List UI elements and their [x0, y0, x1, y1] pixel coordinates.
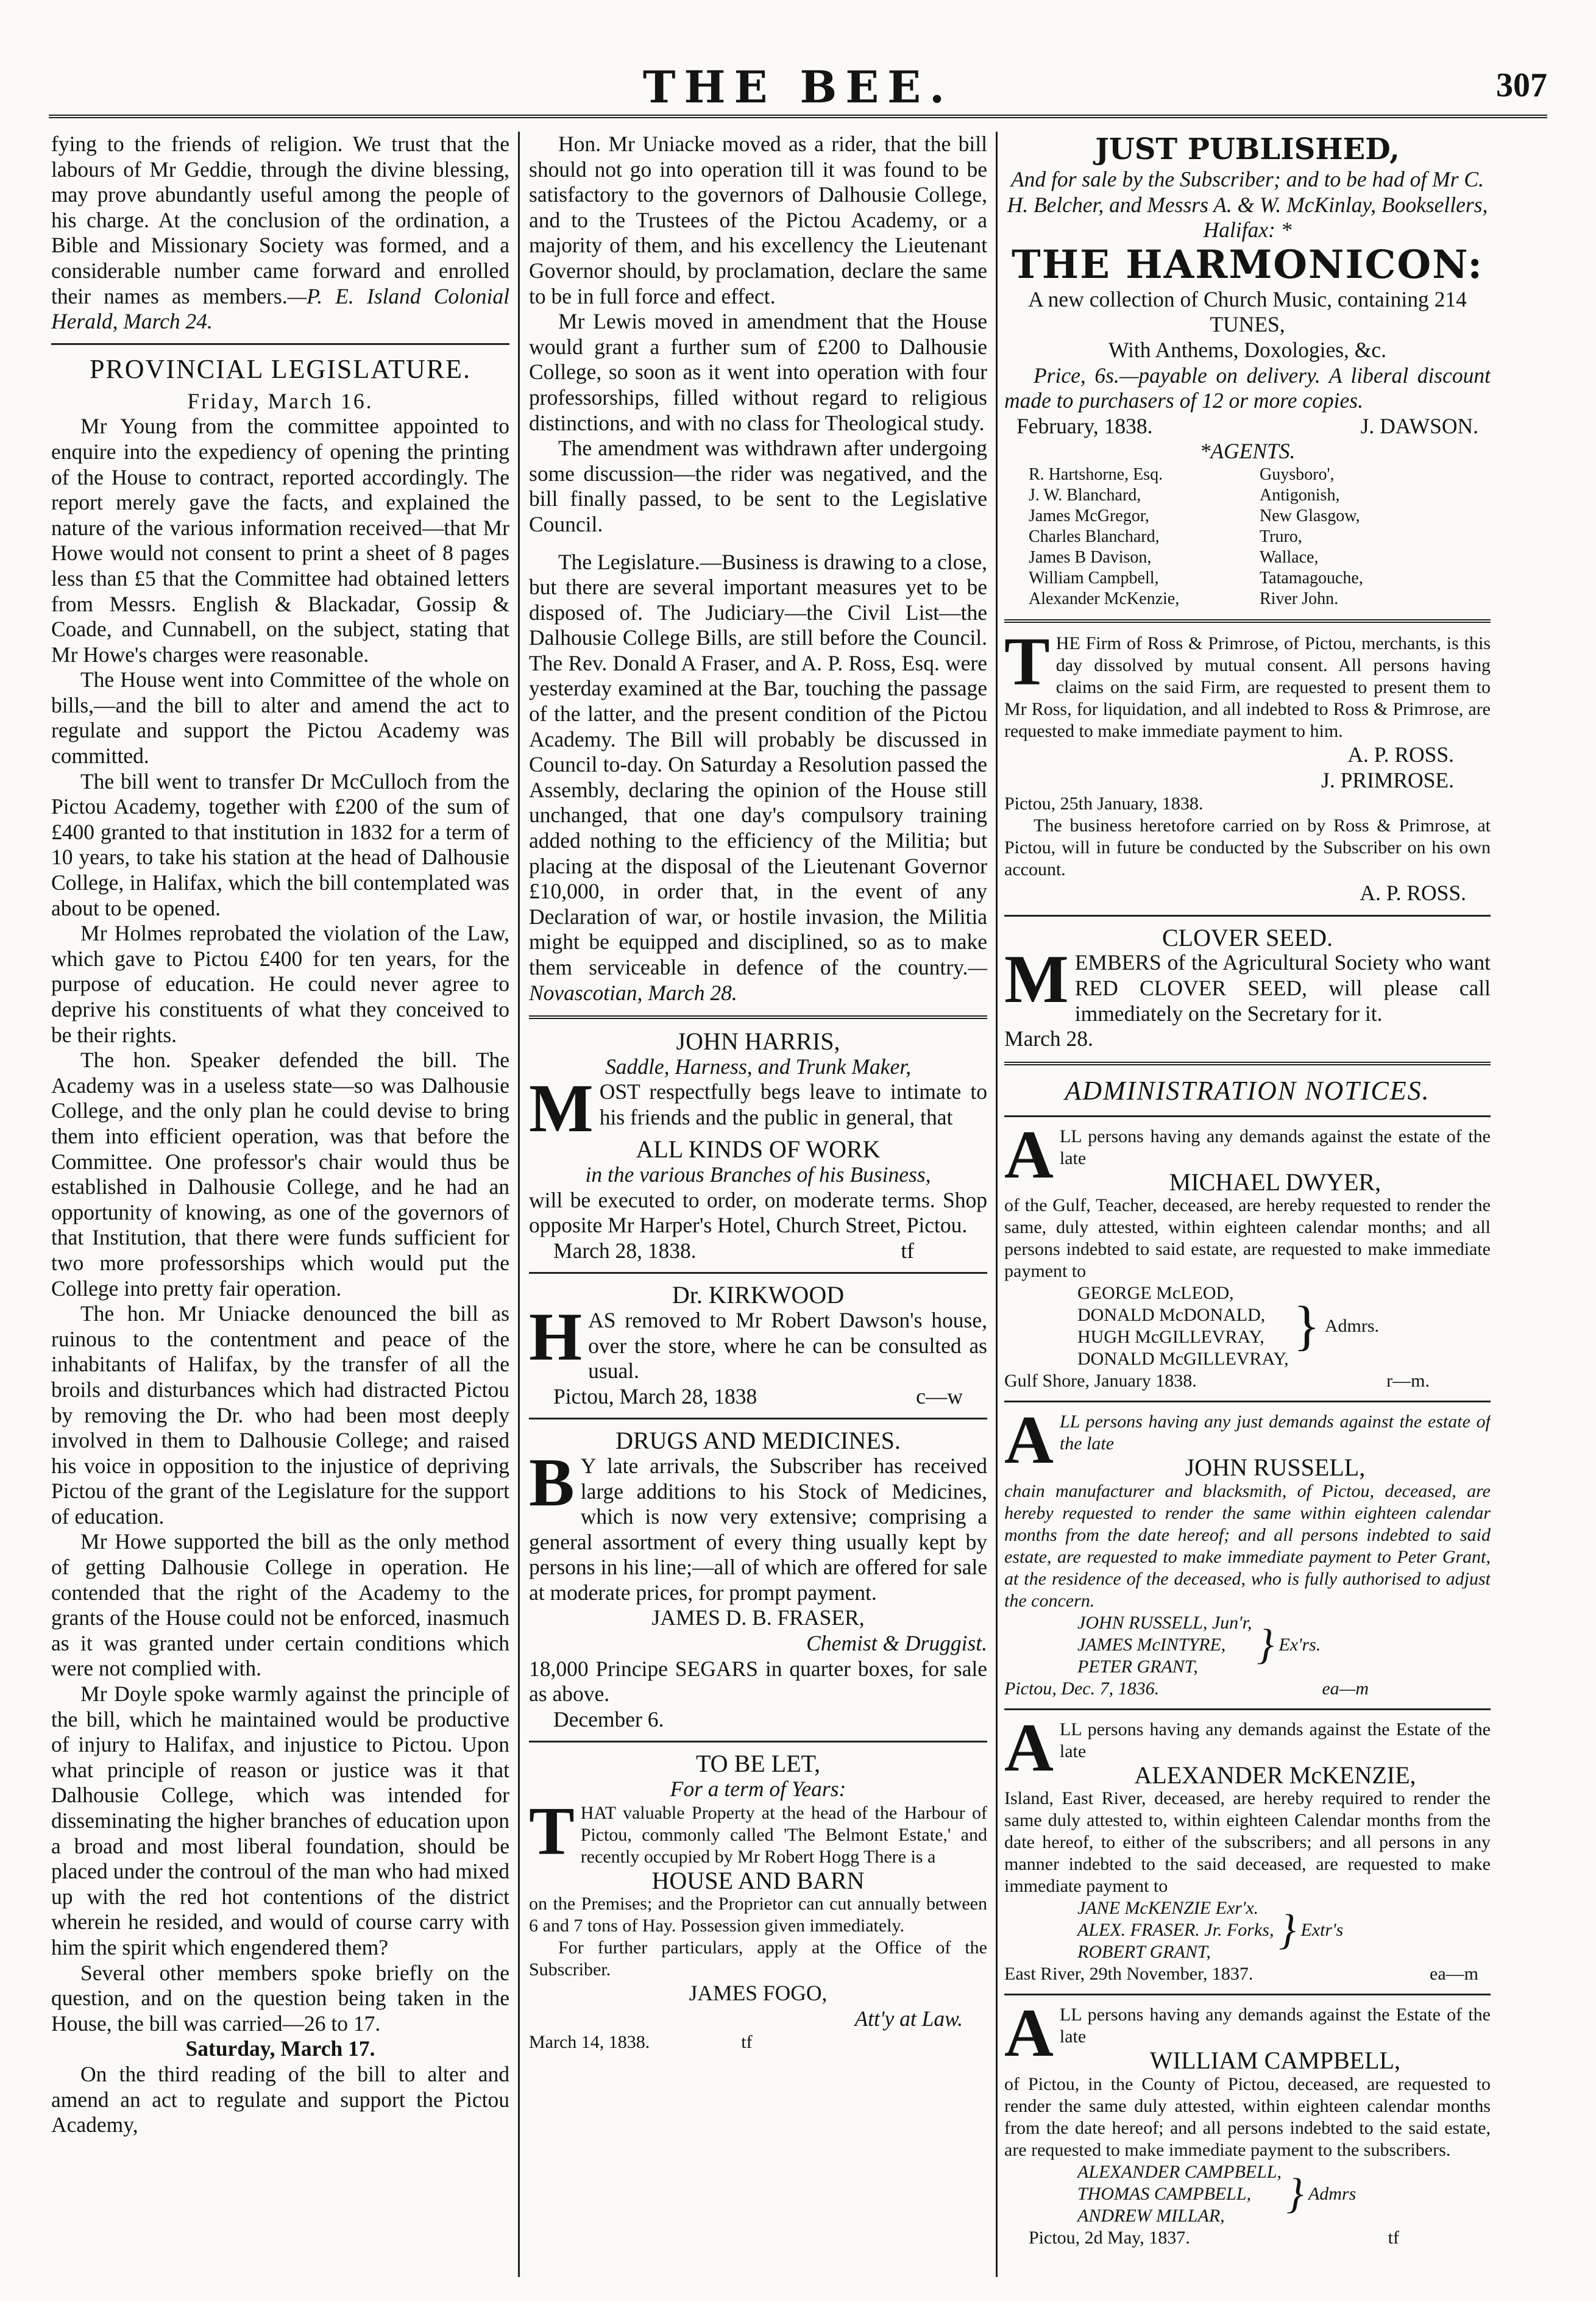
separator [51, 343, 509, 345]
ad-title: THE HARMONICON: [1011, 241, 1484, 288]
ad-text: A new collection of Church Music, containing 214 TUNES, [1028, 286, 1467, 337]
notice-text: The business heretofore carried on by Ross & Primrose, at Pictou, will in future be conducted by the Subscriber on his own account. [1004, 815, 1491, 880]
ad-date: December 6. [553, 1707, 664, 1732]
agents-list [1004, 464, 1491, 609]
executor-role: Extr's [1300, 1920, 1344, 1941]
ad-heading: DRUGS AND MEDICINES. [615, 1427, 901, 1455]
notice-text: Island, East River, deceased, are hereby required to render the same duly attested to, within eighteen Calendar months from the date hereof, to either of the subscribers; and all persons in any manner indebted to the said deceased, are requested to make immediate payment to [1004, 1788, 1491, 1897]
ad-to-be-let [529, 1751, 987, 2053]
notice-signature: J. PRIMROSE. [1321, 767, 1454, 792]
agent-name: James McGregor, [1029, 506, 1149, 525]
administrator-list: GEORGE McLEOD, DONALD McDONALD, HUGH McGILLEVRAY, DONALD McGILLEVRAY, } Admrs. [1077, 1283, 1380, 1369]
ad-date: February, 1838. J. DAWSON. [1016, 413, 1478, 438]
ad-date: Pictou, March 28, 1838 c—w [553, 1384, 963, 1409]
article-paragraph: On the third reading of the bill to alter and amend an act to regulate and support the Pictou Academy, [51, 2061, 509, 2137]
ad-text: For further particulars, apply at the Office of the Subscriber. [529, 1938, 987, 1980]
separator [1004, 1994, 1491, 1995]
article-paragraph: Several other members spoke briefly on the question, and on the question being taken in the House, the bill was carried—26 to 17. [51, 1960, 509, 2036]
masthead-rule [49, 115, 1547, 118]
ad-subhead: in the various Branches of his Business, [585, 1162, 931, 1187]
notice-clover-seed [1004, 925, 1491, 1052]
separator [529, 1418, 987, 1419]
ad-heading: TO BE LET, [695, 1750, 821, 1778]
executor-name: ROBERT GRANT, [1077, 1942, 1211, 1963]
ad-text: THAT valuable Property at the head of the Harbour of Pictou, commonly called 'The Belmont Estate,' and recently occupied by Mr Robert Hogg There is a [529, 1793, 987, 1869]
separator [1004, 1115, 1491, 1117]
executor-list: JANE McKENZIE Exr'x. ALEX. FRASER. Jr. Forks, ROBERT GRANT, } Extr's [1077, 1898, 1344, 1963]
agent-place: River John. [1260, 589, 1339, 608]
article-paragraph: The hon. Mr Uniacke denounced the bill as ruinous to the contentment and peace of the inhabitants of Halifax, by the transfer of all the broils and disturbances which had distracted Pictou by removing the Dr. who had been most deeply involved in them to Dalhousie College; and raised his voice in opposition to the injustice of depriving Pictou of the grant of the Legislature for the support of education. [51, 1301, 509, 1529]
notice-date: Pictou, Dec. 7, 1836. ea—m [1004, 1678, 1369, 1699]
article-paragraph: Hon. Mr Uniacke moved as a rider, that the bill should not go into operation till it was found to be satisfactory to the governors of Dalhousie College, and to the Trustees of the Pictou Academy, or a majority of them, and his excellency the Lieutenant Governor should, by proclamation, declare the same to be in full force and effect. [529, 132, 987, 308]
agent-name: Alexander McKenzie, [1029, 589, 1180, 608]
notice-text: ALL persons having any demands against the Estate of the late [1004, 1995, 1491, 2072]
separator [529, 1741, 987, 1742]
agent-name: James B Davison, [1029, 547, 1152, 567]
ad-title: Chemist & Druggist. [806, 1631, 987, 1656]
agent-place: Guysboro', [1260, 464, 1335, 484]
ad-date: March 14, 1838. tf [529, 2032, 753, 2053]
section-heading: PROVINCIAL LEGISLATURE. [89, 353, 472, 384]
page-number: 307 [1496, 66, 1547, 104]
notice-date: Gulf Shore, January 1838. r—m. [1004, 1371, 1430, 1391]
separator [529, 1272, 987, 1274]
administrator-name: ALEXANDER CAMPBELL, [1077, 2162, 1282, 2183]
ad-name: JAMES D. B. FRASER, [651, 1605, 865, 1630]
article-paragraph: The House went into Committee of the whole on bills,—and the bill to alter and amend the act to regulate and support the Pictou Academy was committed. [51, 667, 509, 769]
ad-john-harris [529, 1029, 987, 1263]
administrator-role: Admrs [1308, 2184, 1357, 2204]
notice-date: Pictou, 2d May, 1837. tf [1029, 2228, 1399, 2248]
column-divider-2 [996, 132, 998, 2277]
date-line: Saturday, March 17. [185, 2036, 375, 2061]
agent-place: Truro, [1260, 527, 1302, 546]
ad-date: March 28, 1838. tf [553, 1238, 914, 1263]
drop-cap: B [529, 1444, 575, 1521]
agent-place: Tatamagouche, [1260, 568, 1363, 588]
administrator-name: DONALD McGILLEVRAY, [1077, 1349, 1289, 1369]
column-1 [51, 132, 509, 2265]
deceased-name: MICHAEL DWYER, [1169, 1168, 1381, 1196]
administrator-name: THOMAS CAMPBELL, [1077, 2184, 1251, 2204]
article-paragraph: The amendment was withdrawn after undergoing some discussion—the rider was negatived, and the bill finally passed, to be sent to the Legislative Council. [529, 436, 987, 536]
ad-text: With Anthems, Doxologies, &c. [1108, 337, 1387, 362]
ad-text: And for sale by the Subscriber; and to be had of Mr C. H. Belcher, and Messrs A. & W. McKinlay, Booksellers, Halifax: * [1007, 167, 1488, 243]
notice-text: of Pictou, in the County of Pictou, deceased, are requested to render the same duly attested, within eighteen calendar months from the date hereof; and all persons indebted to the said estate, are requested to make immediate payment to the subscribers. [1004, 2074, 1491, 2161]
article-paragraph: Mr Young from the committee appointed to enquire into the expediency of opening the printing of the House to contract, reported accordingly. The report merely gave the facts, and explained the nature of the various information received—that Mr Howe would not consent to print a sheet of 8 pages less than £5 that the Committee had obtained letters from Messrs. English & Blackadar, Gossip & Coade, and Cunnabell, on the subject, stating that Mr Howe's charges were reasonable. [51, 414, 509, 667]
ad-title: Att'y at Law. [854, 2006, 963, 2031]
administrator-name: GEORGE McLEOD, [1077, 1283, 1234, 1304]
executor-list: JOHN RUSSELL, Jun'r, JAMES McINTYRE, PETER GRANT, } Ex'rs. [1077, 1612, 1321, 1677]
masthead [49, 0, 1547, 122]
separator [1004, 1401, 1491, 1402]
notice-heading: CLOVER SEED. [1162, 923, 1333, 951]
notice-michael-dwyer [1004, 1117, 1491, 1393]
article-paragraph: Mr Holmes reprobated the violation of the Law, which gave to Pictou £400 for ten years, for the purpose of education. He could never agree to deprive his constituents of what they conceived to be their rights. [51, 921, 509, 1047]
separator [529, 1015, 987, 1019]
article-paragraph: The hon. Speaker defended the bill. The Academy was in a useless state—so was Dalhousie College, and the only plan he could devise to bring them into efficient operation, was that before the Committee. One professor's chair would thus be established in Dalhousie College, and he had an opportunity of knowing, as one of the governors of that Institution, that there were funds sufficient for two more professorships which would put the College into pretty fair operation. [51, 1048, 509, 1301]
article-paragraph: Mr Doyle spoke warmly against the principle of the bill, which he maintained would be productive of injury to Halifax, and injustice to Pictou. Upon what principle of reason or justice was it that Dalhousie College, which was intended for disseminating the higher branches of education upon a broad and most liberal foundation, should be placed under the controul of the man who had mixed up with the red hot contentions of the district wherein he resided, and would of course carry with him the spirit which engendered them? [51, 1682, 509, 1959]
agent-name: J. W. Blanchard, [1029, 485, 1141, 505]
ad-trade: Saddle, Harness, and Trunk Maker, [605, 1054, 911, 1079]
column-2 [529, 132, 987, 2265]
date-line: Friday, March 16. [187, 388, 374, 413]
notice-date: East River, 29th November, 1837. ea—m [1004, 1964, 1478, 1984]
drop-cap: M [529, 1071, 594, 1147]
drop-cap: A [1004, 1117, 1054, 1193]
ad-text: on the Premises; and the Proprietor can cut annually between 6 and 7 tons of Hay. Possession given immediately. [529, 1894, 987, 1936]
drop-cap: T [529, 1793, 575, 1869]
separator [1004, 1708, 1491, 1710]
article-paragraph: The bill went to transfer Dr McCulloch from the Pictou Academy, together with £200 of the sum of £400 granted to that institution in 1832 for a term of 10 years, to take his station at the head of Dalhousie College, in Halifax, which the bill contemplated was about to be opened. [51, 769, 509, 920]
drop-cap: A [1004, 1995, 1054, 2072]
executor-name: ALEX. FRASER. Jr. Forks, [1077, 1920, 1274, 1941]
agent-name: William Campbell, [1029, 568, 1159, 588]
separator [1004, 1062, 1491, 1065]
notice-text: ALL persons having any demands against the estate of the late [1004, 1117, 1491, 1193]
notice-text: ALL persons having any just demands against the estate of the late [1004, 1402, 1491, 1479]
notice-text: chain manufacturer and blacksmith, of Pictou, deceased, are hereby requested to render the same within eighteen calendar months from the date hereof; and all persons indebted to said estate, are requested to make immediate payment to Peter Grant, at the residence of the deceased, who is fully authorised to adjust the concern. [1004, 1480, 1491, 1611]
administrator-list: ALEXANDER CAMPBELL, THOMAS CAMPBELL, ANDREW MILLAR, } Admrs [1077, 2162, 1357, 2226]
ad-text: Price, 6s.—payable on delivery. A liberal discount made to purchasers of 12 or more copies. [1004, 363, 1491, 413]
column-divider-1 [518, 132, 520, 2277]
administrator-name: HUGH McGILLEVRAY, [1077, 1327, 1264, 1348]
notice-signature: A. P. ROSS. [1360, 881, 1466, 906]
article-paragraph: Mr Lewis moved in amendment that the House would grant a further sum of £200 to Dalhousie College, so soon as it went into operation with four professorships, filled without regard to religious distinctions, and with no class for Theological study. [529, 309, 987, 435]
notice-john-russell [1004, 1402, 1491, 1700]
agent-place: Wallace, [1260, 547, 1319, 567]
administrator-name: ANDREW MILLAR, [1077, 2206, 1225, 2226]
ad-subhead: For a term of Years: [670, 1777, 846, 1802]
executor-name: PETER GRANT, [1077, 1656, 1198, 1677]
ad-text: will be executed to order, on moderate terms. Shop opposite Mr Harper's Hotel, Church Street, Pictou. [529, 1187, 987, 1238]
notice-ross-primrose [1004, 623, 1491, 906]
separator [1004, 619, 1491, 623]
ad-text: HAS removed to Mr Robert Dawson's house, over the store, where he can be consulted as usual. [529, 1299, 987, 1384]
drop-cap: H [529, 1299, 583, 1375]
agent-place: New Glasgow, [1260, 506, 1360, 525]
ad-dr-kirkwood [529, 1282, 987, 1409]
ad-subhead: ALL KINDS OF WORK [636, 1135, 881, 1163]
executor-name: JAMES McINTYRE, [1077, 1634, 1226, 1655]
ad-subhead: HOUSE AND BARN [651, 1866, 865, 1894]
article-paragraph: The Legislature.—Business is drawing to a close, but there are several important measures yet to be disposed of. The Judiciary—the Civil List—the Dalhousie College Bills, are still before the Council. The Rev. Donald A Fraser, and A. P. Ross, Esq. were yesterday examined at the Bar, touching the passage of the latter, and the present condition of the Pictou Academy. The Bill will probably be discussed in Council to-day. On Saturday a Resolution passed the Assembly, declaring the opinion of the House still unchanged, that one day's compulsory training added nothing to the efficiency of the Militia; but placing at the disposal of the Lieutenant Governor £10,000, in order that, in the event of any Declaration of war, or hostile invasion, the Militia might be equipped and disciplined, so as to make them serviceable in defence of the country.—Novascotian, March 28. [529, 549, 987, 1005]
separator [1004, 915, 1491, 917]
article-text: fying to the friends of religion. We trust that the labours of Mr Geddie, through the divine blessing, may prove abundantly useful among the people of his charge. At the conclusion of the ordination, a Bible and Missionary Society was formed, and a considerable number came forward and enrolled their names as members.—P. E. Island Colonial Herald, March 24. [51, 132, 509, 334]
notice-william-campbell [1004, 1995, 1491, 2249]
notice-text: THE Firm of Ross & Primrose, of Pictou, merchants, is this day dissolved by mutual consent. All persons having claims on the said Firm, are requested to present them to Mr Ross, for liquidation, and all indebted to Ross & Primrose, are requested to make immediate payment to him. [1004, 623, 1491, 741]
executor-role: Ex'rs. [1279, 1634, 1321, 1655]
column-3 [1004, 132, 1491, 2265]
ad-drugs [529, 1428, 987, 1732]
notice-signature: A. P. ROSS. [1347, 742, 1454, 767]
notice-text: of the Gulf, Teacher, deceased, are hereby requested to render the same, duly attested, within eighteen calendar months; and all persons indebted to said estate, are requested to make immediate payment to [1004, 1195, 1491, 1282]
ad-heading: JUST PUBLISHED, [1095, 132, 1400, 166]
newspaper-title: THE BEE. [642, 61, 954, 113]
deceased-name: JOHN RUSSELL, [1185, 1454, 1366, 1482]
notice-date: Pictou, 25th January, 1838. [1004, 794, 1204, 814]
ad-name: JOHN HARRIS, [676, 1028, 840, 1056]
agent-place: Antigonish, [1260, 485, 1340, 505]
notice-text: MEMBERS of the Agricultural Society who want RED CLOVER SEED, will please call immediately on the Secretary for it. [1004, 942, 1491, 1026]
section-heading: ADMINISTRATION NOTICES. [1065, 1075, 1430, 1106]
administrator-role: Admrs. [1324, 1316, 1380, 1337]
executor-name: JOHN RUSSELL, Jun'r, [1077, 1612, 1252, 1633]
ad-text: 18,000 Principe SEGARS in quarter boxes, for sale as above. [529, 1656, 987, 1707]
agent-name: Charles Blanchard, [1029, 527, 1160, 546]
administrator-name: DONALD McDONALD, [1077, 1305, 1266, 1326]
drop-cap: M [1004, 942, 1069, 1018]
agent-name: R. Hartshorne, Esq. [1029, 464, 1163, 484]
notice-date: March 28. [1004, 1026, 1093, 1051]
notice-text: ALL persons having any demands against the Estate of the late [1004, 1710, 1491, 1786]
executor-name: JANE McKENZIE Exr'x. [1077, 1898, 1259, 1919]
ad-text: B Y late arrivals, the Subscriber has received large additions to his Stock of Medicines, which is now very extensive; comprising a general assortment of every thing usually kept by persons in his line;—all of which are offered for sale at moderate prices, for prompt payment. [529, 1444, 987, 1605]
drop-cap: A [1004, 1710, 1054, 1786]
ad-name: JAMES FOGO, [689, 1981, 828, 2006]
ad-text: MOST respectfully begs leave to intimate to his friends and the public in general, that [529, 1071, 987, 1147]
agents-heading: *AGENTS. [1199, 439, 1296, 464]
article-paragraph: Mr Howe supported the bill as the only method of getting Dalhousie College in operation. He contended that the right of the Academy to the grants of the House could not be enforced, inasmuch as it was granted under certain conditions which were not complied with. [51, 1529, 509, 1681]
deceased-name: ALEXANDER McKENZIE, [1134, 1761, 1416, 1789]
ad-name: Dr. KIRKWOOD [672, 1281, 845, 1309]
drop-cap: T [1004, 623, 1050, 700]
drop-cap: A [1004, 1402, 1054, 1479]
deceased-name: WILLIAM CAMPBELL, [1149, 2047, 1400, 2075]
notice-alexander-mckenzie [1004, 1710, 1491, 1986]
